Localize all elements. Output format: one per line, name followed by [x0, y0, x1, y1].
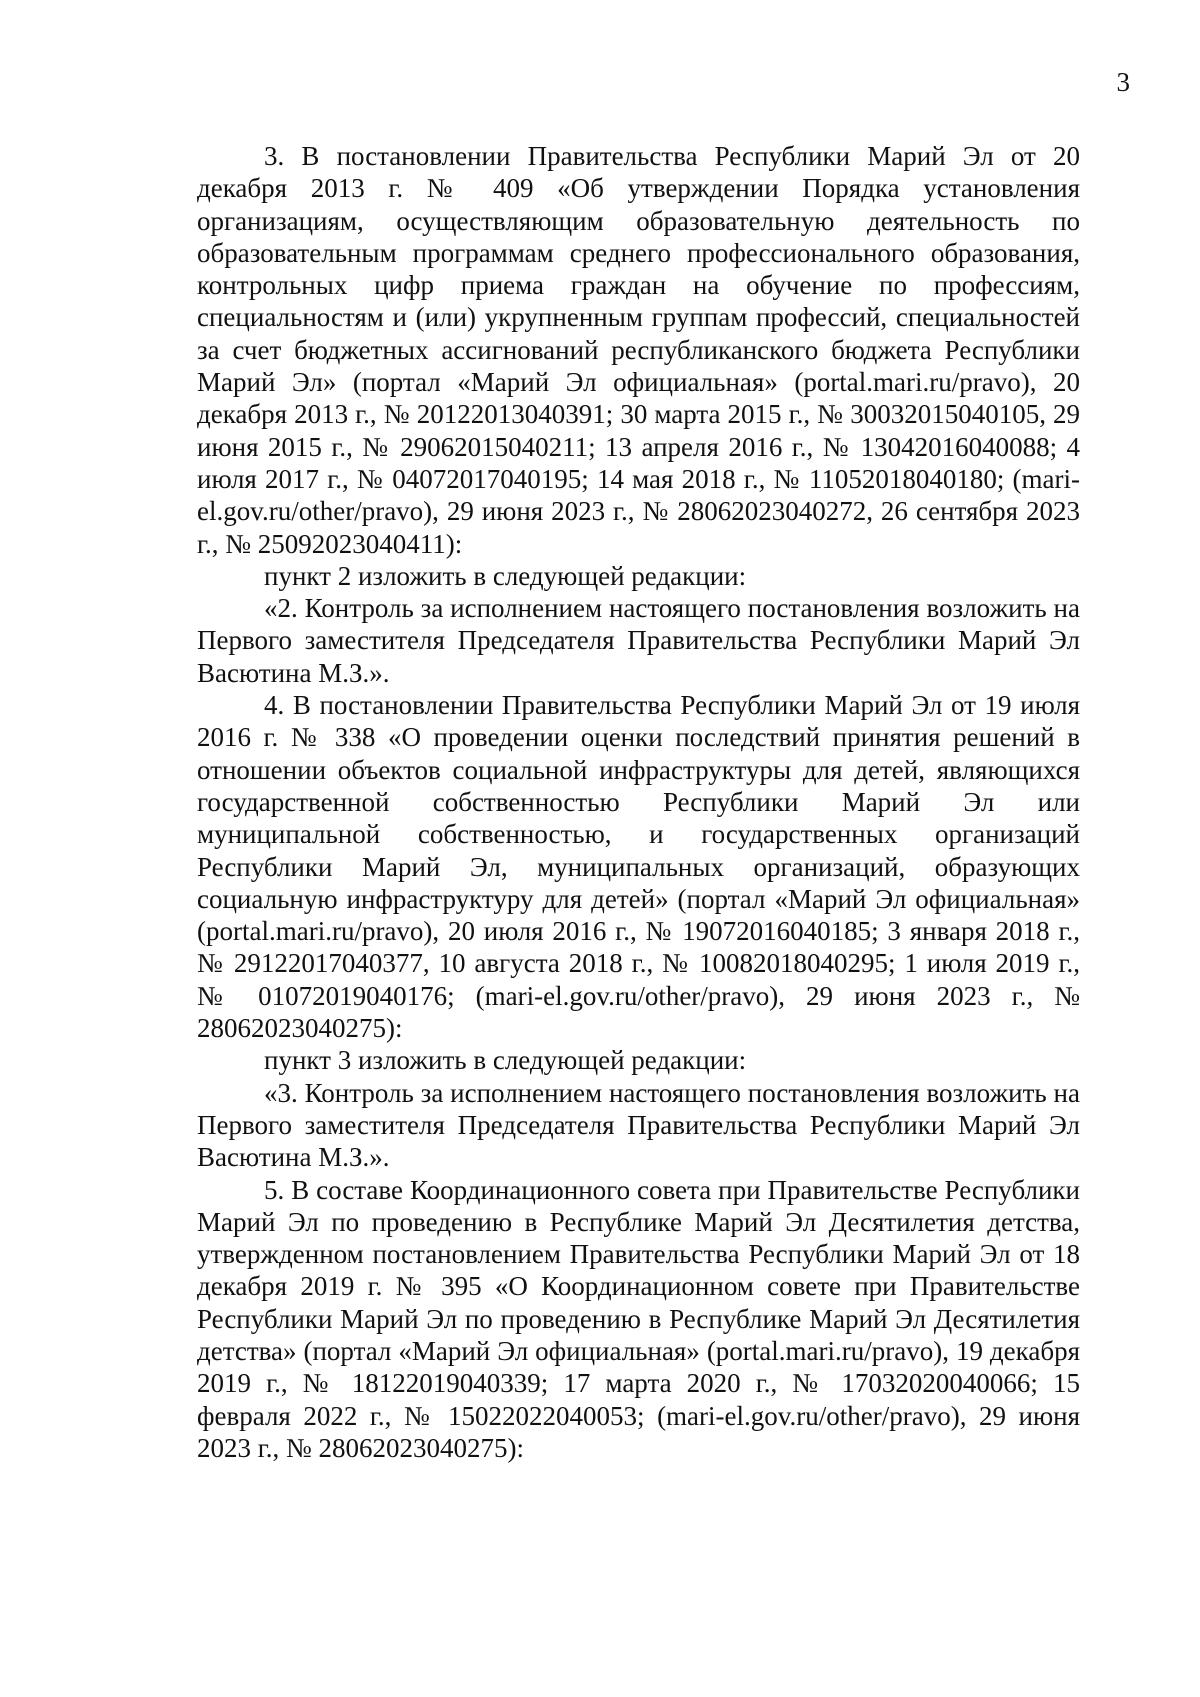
paragraph-instruction-item-3: пункт 2 изложить в следующей редакции:: [264, 560, 747, 591]
paragraph-item-5: 5. В составе Координационного совета при Правительстве Республики Марий Эл по проведению в Республике Марий Эл Десятилетия детства, утвержденном постановлением Правительства Республики Марий Эл от 18 декабря 2019 г. № 395 «О Координационном совете при Правительстве Республики Марий Эл по проведению в Республике Марий Эл Десятилетия детства» (портал «Марий Эл официальная» (portal.mari.ru/pravo), 19 декабря 2019 г., № 18122019040339; 17 марта 2020 г., № 17032020040066; 15 февраля 2022 г., № 15022022040053; (mari-el.gov.ru/other/pravo), 29 июня 2023 г., № 28062023040275):: [197, 1174, 1080, 1463]
document-body: [197, 140, 1080, 1464]
page-number: 3: [1116, 67, 1130, 97]
paragraph-quote-item-3: «2. Контроль за исполнением настоящего постановления возложить на Первого заместителя Председателя Правительства Республики Марий Эл Васютина М.З.».: [197, 593, 1080, 688]
paragraph-instruction-item-4: пункт 3 изложить в следующей редакции:: [264, 1045, 747, 1076]
paragraph-item-3: 3. В постановлении Правительства Республики Марий Эл от 20 декабря 2013 г. № 409 «Об утверждении Порядка установления организациям, осуществляющим образовательную деятельность по образовательным программам среднего профессионального образования, контрольных цифр приема граждан на обучение по профессиям, специальностям и (или) укрупненным группам профессий, специальностей за счет бюджетных ассигнований республиканского бюджета Республики Марий Эл» (портал «Марий Эл официальная» (portal.mari.ru/pravo), 20 декабря 2013 г., № 20122013040391; 30 марта 2015 г., № 30032015040105, 29 июня 2015 г., № 29062015040211; 13 апреля 2016 г., № 13042016040088; 4 июля 2017 г., № 04072017040195; 14 мая 2018 г., № 11052018040180; (mari-el.gov.ru/other/pravo), 29 июня 2023 г., № 28062023040272, 26 сентября 2023 г., № 25092023040411):: [197, 141, 1080, 559]
paragraph-item-4: 4. В постановлении Правительства Республики Марий Эл от 19 июля 2016 г. № 338 «О проведении оценки последствий принятия решений в отношении объектов социальной инфраструктуры для детей, являющихся государственной собственностью Республики Марий Эл или муниципальной собственностью, и государственных организаций Республики Марий Эл, муниципальных организаций, образующих социальную инфраструктуру для детей» (портал «Марий Эл официальная» (portal.mari.ru/pravo), 20 июля 2016 г., № 19072016040185; 3 января 2018 г., № 29122017040377, 10 августа 2018 г., № 10082018040295; 1 июля 2019 г., № 01072019040176; (mari-el.gov.ru/other/pravo), 29 июня 2023 г., № 28062023040275):: [197, 690, 1080, 1044]
paragraph-quote-item-4: «3. Контроль за исполнением настоящего постановления возложить на Первого заместителя Председателя Правительства Республики Марий Эл Васютина М.З.».: [197, 1077, 1080, 1173]
